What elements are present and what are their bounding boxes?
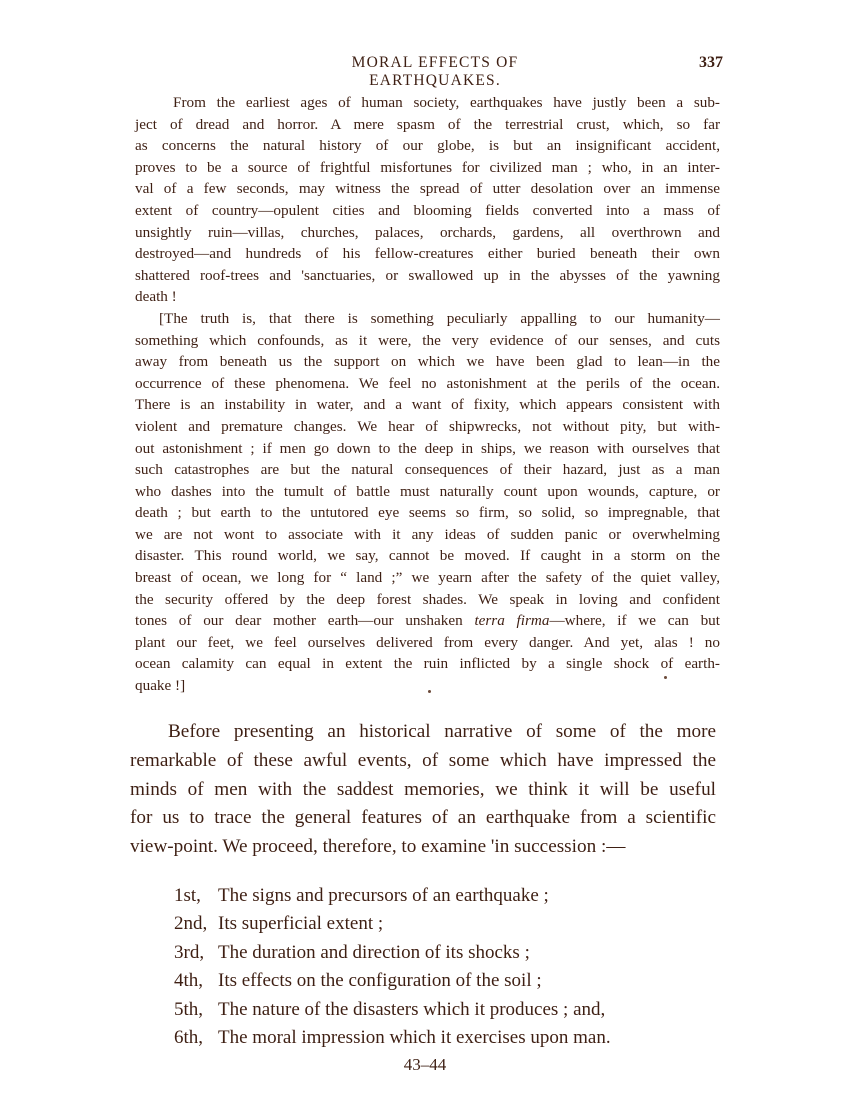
paragraph-2-line: plant our feet, we feel ourselves delivered from every danger. And yet, alas ! no (135, 633, 720, 651)
list-number: 2nd, (174, 913, 208, 935)
list-item (174, 967, 734, 995)
paragraph-1-line: From the earliest ages of human society, earthquakes have justly been a sub- (173, 94, 720, 111)
list-text: Its superficial extent ; (218, 913, 384, 935)
list-item (174, 939, 734, 967)
paragraph-1-line: death ! (135, 288, 177, 306)
line-text: —where, if we can but (549, 612, 720, 630)
paragraph-2-line: quake !] (135, 677, 186, 695)
list-item (174, 882, 734, 910)
large-print-block (130, 718, 716, 862)
list-item (174, 996, 734, 1024)
small-print-block (135, 92, 720, 697)
list-number: 6th, (174, 1026, 204, 1048)
paragraph-2-line: who dashes into the tumult of battle must naturally count upon wounds, capture, or (135, 482, 720, 500)
signature-mark: 43–44 (403, 1055, 447, 1074)
paragraph-2-line: ocean calamity can equal in extent the ruin inflicted by a single shock of earth- (135, 655, 720, 673)
italic-phrase: terra firma (474, 612, 550, 630)
paragraph-2-line: occurrence of these phenomena. We feel no astonishment at the perils of the ocean. (135, 374, 720, 392)
list-text: The duration and direction of its shocks ; (218, 941, 530, 963)
paragraph-2-line: disaster. This round world, we say, cannot be moved. If caught in a storm on the (135, 547, 720, 565)
list-number: 1st, (174, 885, 201, 906)
paragraph-2-line: out astonishment ; if men go down to the deep in ships, we reason with ourselves that (135, 439, 720, 457)
paragraph-2-line: away from beneath us the support on which we have been glad to lean—in the (135, 353, 720, 371)
print-speck (664, 676, 667, 679)
paragraph-1-line: ject of dread and horror. A mere spasm of the terrestrial crust, which, so far (135, 115, 720, 133)
line-text: tones of our dear mother earth—our unshaken (135, 612, 475, 630)
list-text: Its effects on the configuration of the soil ; (218, 970, 542, 992)
paragraph-2-line: There is an instability in water, and a want of fixity, which appears consistent with (135, 396, 720, 414)
list-number: 3rd, (174, 941, 205, 963)
paragraph-1-line: destroyed—and hundreds of his fellow-creatures either buried beneath their own (135, 245, 720, 263)
list-number: 5th, (174, 998, 204, 1020)
paragraph-2-line: breast of ocean, we long for “ land ;” we yearn after the safety of the quiet valley, (135, 569, 720, 587)
paragraph-2-line: we are not wont to associate with it any ideas of sudden panic or overwhelming (135, 525, 720, 543)
paragraph-3-line: remarkable of these awful events, of some which have impressed the (130, 749, 716, 771)
paragraph-1-line: shattered roof-trees and 'sanctuaries, or swallowed up in the abysses of the yawning (135, 266, 720, 284)
paragraph-1-line: val of a few seconds, may witness the spread of utter desolation over an immense (135, 180, 720, 198)
paragraph-2-line: [The truth is, that there is something peculiarly appalling to our humanity— (159, 309, 720, 327)
paragraph-2-line-with-italic (135, 610, 720, 632)
paragraph-2-line: the security offered by the deep forest shades. We speak in loving and confident (135, 590, 720, 608)
list-text: The signs and precursors of an earthquake ; (218, 885, 549, 906)
paragraph-2-line: violent and premature changes. We hear of shipwrecks, not without pity, but with- (135, 417, 720, 435)
page-number: 337 (699, 54, 723, 71)
enumeration-list (174, 882, 734, 1052)
paragraph-3-line: minds of men with the saddest memories, we think it will be useful (130, 778, 716, 800)
paragraph-2-line: such catastrophes are but the natural consequences of their hazard, just as a man (135, 461, 720, 479)
list-number: 4th, (174, 970, 204, 992)
paragraph-1-line: proves to be a source of frightful misfortunes for civilized man ; who, in an inter- (135, 158, 720, 176)
paragraph-2-line: death ; but earth to the untutored eye seems so firm, so solid, so impregnable, that (135, 504, 720, 522)
paragraph-1-line: as concerns the natural history of our globe, is but an insignificant accident, (135, 137, 720, 155)
list-text: The moral impression which it exercises upon man. (218, 1026, 611, 1048)
list-text: The nature of the disasters which it produces ; and, (218, 998, 606, 1020)
running-head (135, 54, 723, 89)
list-item (174, 910, 734, 938)
paragraph-2-line: something which confounds, as it were, the very evidence of our senses, and cuts (135, 331, 720, 349)
running-title: MORAL EFFECTS OF EARTHQUAKES. (351, 54, 519, 89)
list-item (174, 1024, 734, 1052)
paragraph-1-line: unsightly ruin—villas, churches, palaces, orchards, gardens, all overthrown and (135, 223, 720, 241)
print-speck (428, 690, 431, 693)
paragraph-3-line: Before presenting an historical narrative of some of the more (168, 721, 716, 742)
paragraph-1-line: extent of country—opulent cities and blooming fields converted into a mass of (135, 201, 720, 219)
paragraph-3-line: for us to trace the general features of an earthquake from a scientific (130, 807, 716, 829)
paragraph-3-line: view-point. We proceed, therefore, to examine 'in succession :— (130, 836, 626, 858)
